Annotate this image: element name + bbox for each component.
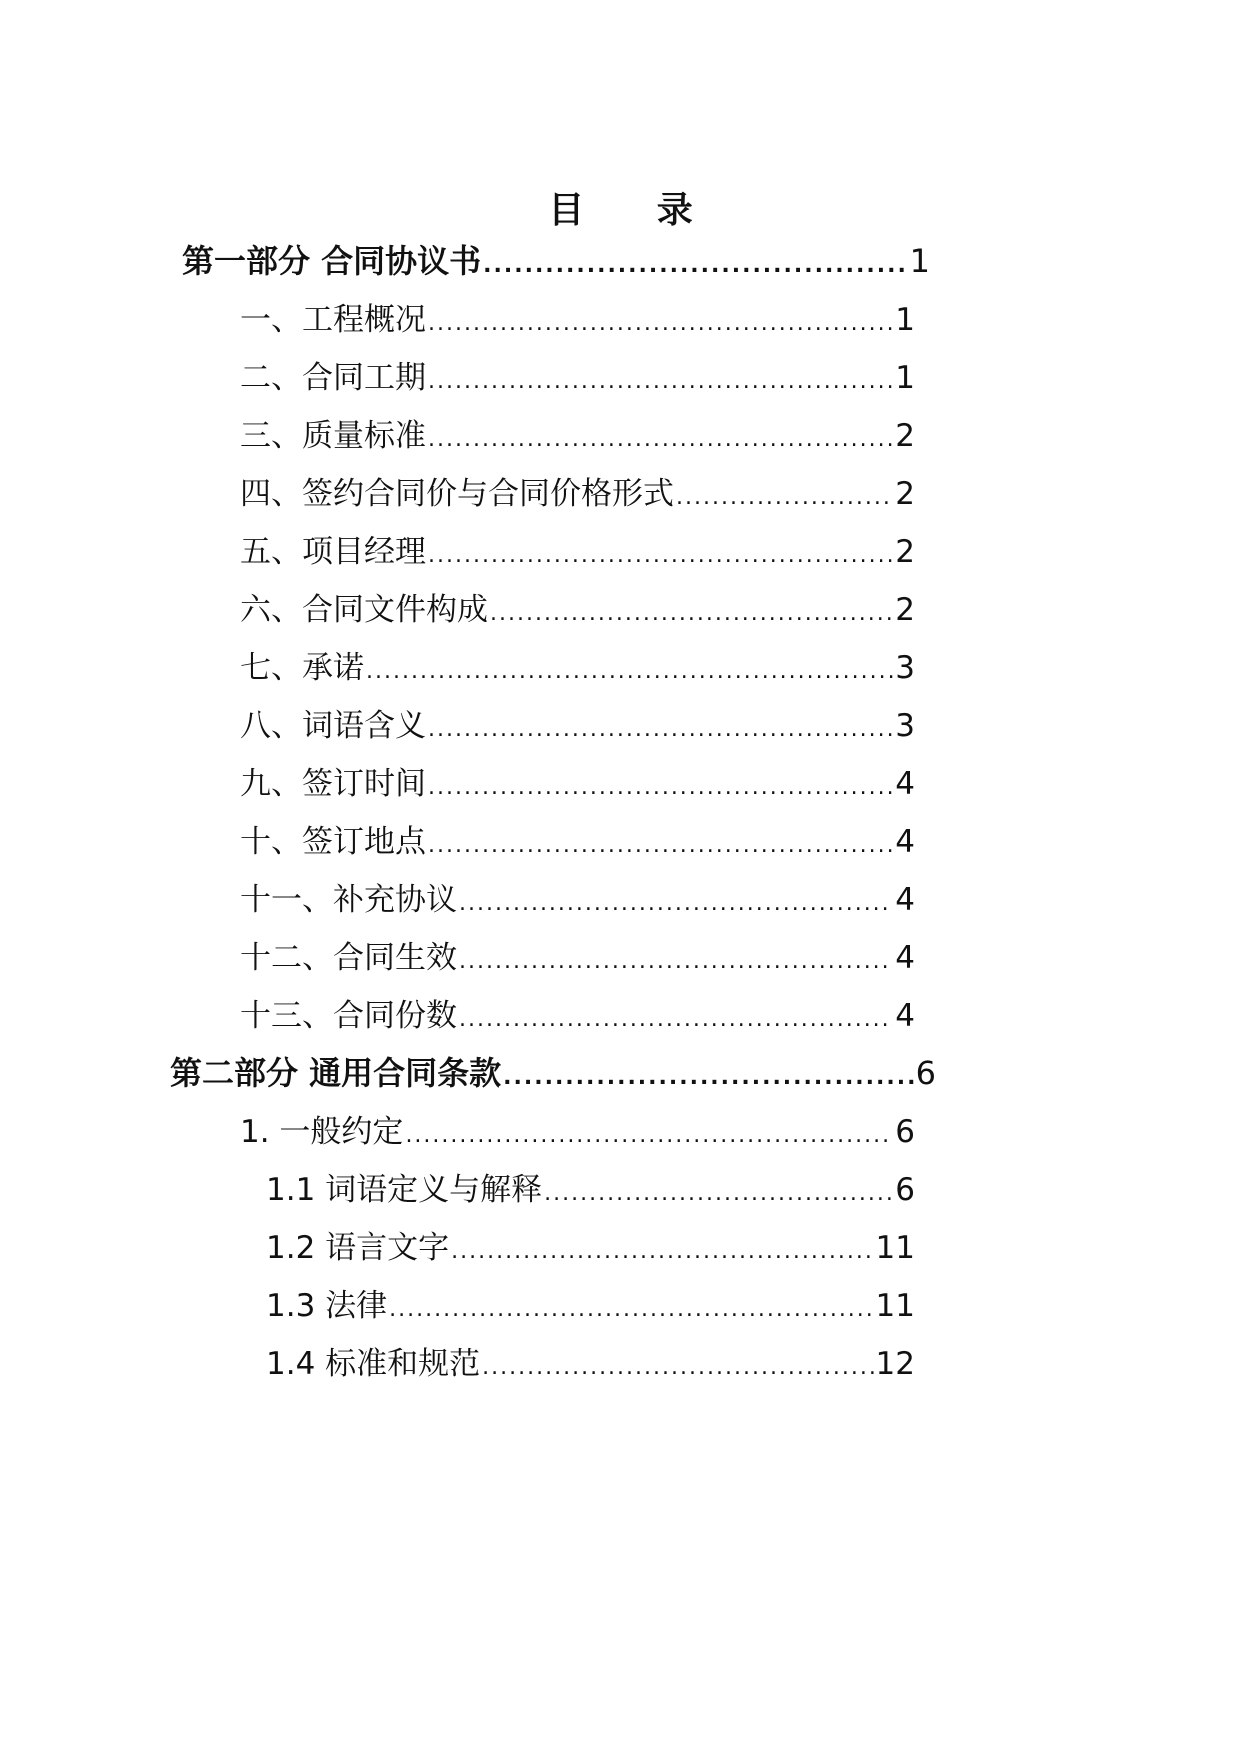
- toc-entry-page: 4: [895, 824, 915, 860]
- toc-entry-part-2[interactable]: [170, 1048, 936, 1092]
- toc-entry[interactable]: [240, 526, 915, 570]
- dot-leader: [483, 253, 907, 278]
- dot-leader: [428, 775, 893, 800]
- toc-entry-page: 2: [895, 534, 915, 570]
- toc-entry-sub[interactable]: [266, 1164, 915, 1208]
- toc-entry-page: 2: [895, 476, 915, 512]
- toc-entry-page: 4: [895, 998, 915, 1034]
- toc-entry-page: 12: [875, 1346, 915, 1382]
- dot-leader: [490, 601, 893, 626]
- dot-leader: [428, 369, 893, 394]
- toc-entry-label: 七、承诺: [240, 650, 364, 686]
- toc-entry-label: 第二部分 通用合同条款: [170, 1054, 502, 1092]
- toc-entry-label: 四、签约合同价与合同价格形式: [240, 476, 674, 512]
- toc-entry-page: 4: [895, 766, 915, 802]
- toc-entry-page: 3: [895, 650, 915, 686]
- dot-leader: [366, 659, 893, 684]
- toc-entry[interactable]: [240, 410, 915, 454]
- toc-entry-label: 三、质量标准: [240, 418, 426, 454]
- toc-entry[interactable]: [240, 874, 915, 918]
- dot-leader: [676, 485, 893, 510]
- dot-leader: [428, 717, 893, 742]
- dot-leader: [459, 949, 893, 974]
- toc-entry-label: 1.4 标准和规范: [266, 1346, 481, 1382]
- dot-leader: [405, 1123, 893, 1148]
- dot-leader: [451, 1239, 873, 1264]
- toc-entry-page: 2: [895, 592, 915, 628]
- toc-entry-page: 1: [895, 360, 915, 396]
- toc-entry[interactable]: [240, 700, 915, 744]
- toc-entry-page: 6: [895, 1172, 915, 1208]
- toc-entry-label: 五、项目经理: [240, 534, 426, 570]
- toc-entry-label: 十三、合同份数: [240, 998, 457, 1034]
- dot-leader: [459, 1007, 893, 1032]
- toc-entry-sub[interactable]: [266, 1280, 915, 1324]
- dot-leader: [428, 311, 893, 336]
- toc-entry[interactable]: [240, 294, 915, 338]
- toc-entry-label: 十一、补充协议: [240, 882, 457, 918]
- toc-entry-page: 4: [895, 882, 915, 918]
- toc-entry[interactable]: [240, 932, 915, 976]
- toc-entry[interactable]: [240, 584, 915, 628]
- toc-entry[interactable]: [240, 352, 915, 396]
- toc-title: 目 录: [548, 190, 723, 231]
- dot-leader: [544, 1181, 893, 1206]
- dot-leader: [389, 1297, 873, 1322]
- dot-leader: [482, 1355, 873, 1380]
- dot-leader: [428, 427, 893, 452]
- toc-entry-label: 1.1 词语定义与解释: [266, 1172, 543, 1208]
- toc-entry[interactable]: [240, 758, 915, 802]
- toc-entry[interactable]: [240, 990, 915, 1034]
- toc-entry-part-1[interactable]: [182, 236, 930, 280]
- dot-leader: [428, 543, 893, 568]
- toc-entry[interactable]: [240, 468, 915, 512]
- toc-entry-page: 3: [895, 708, 915, 744]
- toc-entry-label: 1. 一般约定: [240, 1114, 404, 1150]
- dot-leader: [428, 833, 893, 858]
- toc-entry-sub[interactable]: [266, 1338, 915, 1382]
- dot-leader: [503, 1065, 913, 1090]
- dot-leader: [459, 891, 893, 916]
- toc-entry[interactable]: [240, 1106, 915, 1150]
- toc-entry-label: 二、合同工期: [240, 360, 426, 396]
- toc-entry-label: 六、合同文件构成: [240, 592, 488, 628]
- toc-entry-label: 第一部分 合同协议书: [182, 242, 482, 280]
- toc-entry-page: 4: [895, 940, 915, 976]
- toc-entry-page: 6: [915, 1054, 936, 1092]
- toc-entry-page: 11: [875, 1288, 915, 1324]
- toc-entry-label: 1.2 语言文字: [266, 1230, 450, 1266]
- toc-entry-page: 1: [909, 242, 930, 280]
- toc-entry-label: 八、词语含义: [240, 708, 426, 744]
- toc-entry-label: 十二、合同生效: [240, 940, 457, 976]
- toc-entry[interactable]: [240, 642, 915, 686]
- toc-entry-label: 1.3 法律: [266, 1288, 388, 1324]
- toc-entry[interactable]: [240, 816, 915, 860]
- toc-entry-page: 1: [895, 302, 915, 338]
- toc-entry-page: 11: [875, 1230, 915, 1266]
- toc-entry-page: 6: [895, 1114, 915, 1150]
- toc-entry-page: 2: [895, 418, 915, 454]
- toc-entry-sub[interactable]: [266, 1222, 915, 1266]
- toc-entry-label: 十、签订地点: [240, 824, 426, 860]
- toc-entry-label: 九、签订时间: [240, 766, 426, 802]
- toc-entry-label: 一、工程概况: [240, 302, 426, 338]
